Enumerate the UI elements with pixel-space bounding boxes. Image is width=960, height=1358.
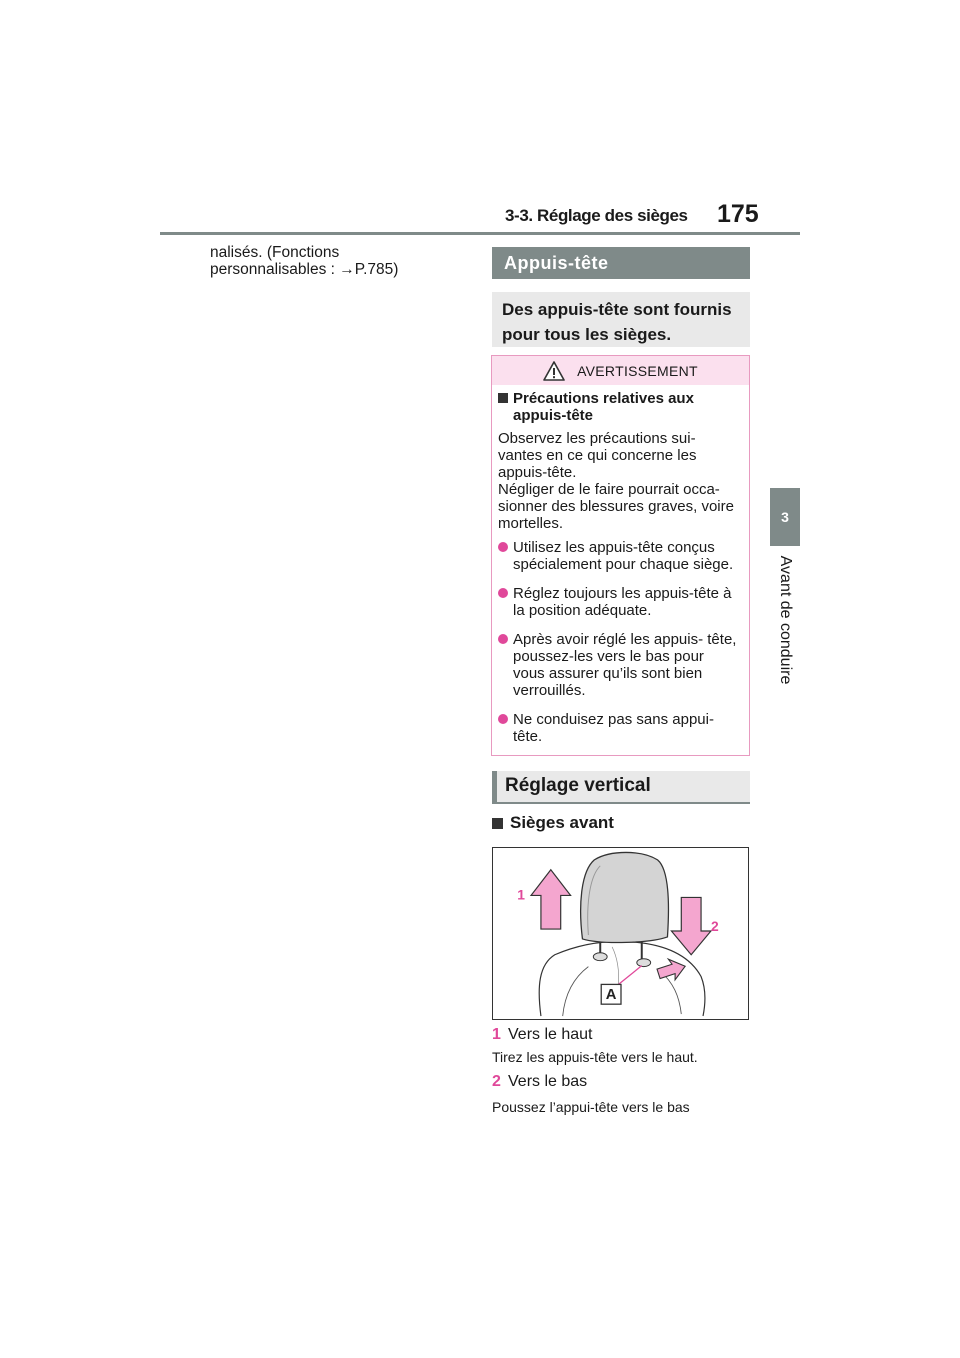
page-number: 175 (717, 200, 759, 228)
callout-label-down: 2 (711, 918, 719, 935)
warning-paragraph: Négliger de le faire pourrait occa- sionner des blessures graves, voire mortelles. (498, 481, 734, 532)
callout-label-a: A (605, 987, 617, 1004)
round-bullet-icon (498, 714, 508, 724)
warning-header (492, 356, 749, 385)
arrow-down-icon (671, 897, 711, 954)
step-label: Vers le bas (508, 1073, 588, 1090)
arrow-push-icon (655, 955, 688, 984)
step-1-description: Tirez les appuis-tête vers le haut. (492, 1049, 698, 1065)
warning-title (498, 390, 738, 424)
arrow-up-icon (531, 870, 571, 929)
list-item (498, 711, 738, 745)
list-item-text: Utilisez les appuis-tête conçus spécialement pour chaque siège. (513, 539, 734, 573)
section-title-reglage-vertical: Réglage vertical (492, 771, 750, 804)
step-1 (492, 1026, 593, 1044)
left-line-2: personnalisables : →P.785) (210, 261, 399, 278)
list-item-text: Réglez toujours les appuis-tête à la position adéquate. (513, 585, 732, 619)
square-bullet-icon (498, 393, 508, 403)
square-bullet-icon (492, 818, 503, 829)
step-2-description: Poussez l’appui-tête vers le bas (492, 1099, 690, 1115)
list-item-text: Après avoir réglé les appuis- tête, poussez-les vers le bas pour vous assurer qu’ils sont bien verrouillés. (513, 631, 737, 699)
step-number: 1 (492, 1026, 501, 1043)
section-intro: Des appuis-tête sont fournis pour tous les sièges. (492, 292, 750, 347)
header-rule (160, 232, 800, 235)
list-item (498, 585, 738, 619)
chapter-tab[interactable] (770, 488, 800, 546)
step-label: Vers le haut (508, 1026, 593, 1043)
warning-triangle-icon (543, 361, 565, 381)
section-title-appuis-tete: Appuis-tête (492, 247, 750, 279)
callout-leader (616, 966, 642, 987)
list-item (498, 631, 738, 699)
warning-title-text: Précautions relatives aux appuis-tête (513, 390, 694, 424)
chapter-title: Avant de conduire (777, 555, 794, 685)
chapter-number: 3 (781, 509, 789, 525)
warning-body (498, 390, 738, 745)
warning-paragraph: Observez les précautions sui- vantes en ce qui concerne les appuis-tête. (498, 430, 697, 481)
left-line-1: nalisés. (Fonctions (210, 244, 340, 261)
step-2 (492, 1073, 587, 1091)
round-bullet-icon (498, 542, 508, 552)
section-heading: 3-3. Réglage des sièges (505, 206, 688, 225)
subsection-title-text: Sièges avant (510, 813, 614, 832)
subsection-title (492, 813, 614, 833)
step-number: 2 (492, 1073, 501, 1090)
headrest-illustration (492, 847, 749, 1020)
warning-label: AVERTISSEMENT (577, 362, 698, 379)
callout-label-up: 1 (517, 886, 526, 903)
headrest-pad (581, 852, 669, 942)
round-bullet-icon (498, 634, 508, 644)
warning-box (491, 355, 750, 756)
round-bullet-icon (498, 588, 508, 598)
headrest-diagram (493, 848, 748, 1019)
list-item (498, 539, 738, 573)
list-item-text: Ne conduisez pas sans appui- tête. (513, 711, 714, 745)
release-button (637, 959, 651, 967)
left-column-text (210, 244, 398, 278)
